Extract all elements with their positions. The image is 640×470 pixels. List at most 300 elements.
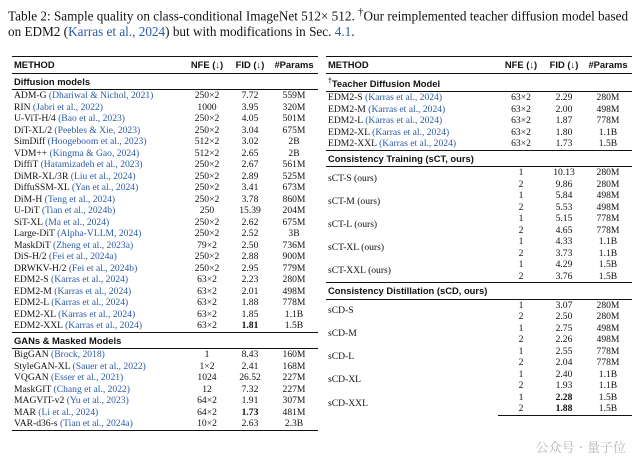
table-row [12,136,318,148]
method-cell: sCD-M [328,328,357,340]
method-cite-link[interactable]: (Esser et al., 2021) [51,372,124,383]
section-title: Consistency Distillation (sCD, ours) [326,283,632,300]
params-cell: 525M [282,170,306,182]
params-cell: 498M [282,285,306,297]
header-method: METHOD [326,57,498,74]
params-cell: 168M [282,360,306,372]
method-cite-link[interactable]: (Hatamizadeh et al., 2023) [40,159,143,170]
params-cell: 778M [596,345,620,357]
method-cite-link[interactable]: (Liu et al., 2024) [70,170,136,182]
method-name: VQGAN [14,372,52,383]
header-params: #Params [270,57,318,74]
fid-cell: 2.26 [555,334,573,346]
method-name: EDM2-L [14,297,52,308]
table-row [326,115,632,127]
header-fid: FID (↓) [230,57,270,74]
nfe-cell: 63×2 [197,274,217,285]
params-cell: 561M [282,159,306,170]
caption-prefix: Table 2: Sample quality on class-conditional ImageNet 512× 512. [8,8,359,24]
table-row [326,236,632,248]
nfe-cell: 250×2 [194,159,220,170]
method-name: VDM++ [14,147,50,159]
nfe-cell: 250×2 [194,113,220,124]
params-cell: 673M [282,182,306,193]
method-cell [12,263,184,275]
method-name: EDM2-M [328,103,369,115]
fid-cell: 5.53 [555,201,573,213]
table-row [12,372,318,384]
method-name: MaskGIT [14,383,54,395]
caption-end: . [351,24,355,40]
nfe-cell: 1024 [197,372,217,383]
params-cell: 481M [282,406,306,418]
fid-cell: 3.76 [555,270,573,282]
method-name: U-DiT [14,205,42,216]
nfe-cell: 63×2 [511,115,531,127]
caption-dagger: † [358,6,364,18]
method-cell: sCD-XXL [328,397,368,409]
fid-cell: 3.04 [241,124,259,136]
method-cell [12,159,184,171]
method-cell [12,148,184,160]
nfe-cell: 1 [518,368,524,380]
method-cell [12,274,184,286]
nfe-cell: 64×2 [197,395,217,406]
table-row [12,361,318,373]
fid-cell: 3.95 [241,101,259,113]
method-cell: sCD-XL [328,374,362,386]
method-name: EDM2-L [328,115,366,127]
section-title: GANs & Masked Models [12,332,318,349]
method-cell [12,407,184,419]
method-cell [12,372,184,384]
params-cell: 3B [288,228,300,239]
table-row [12,194,318,206]
fid-cell: 3.78 [241,193,259,205]
method-name: MAGVIT-v2 [14,395,67,406]
nfe-cell: 250×2 [194,216,220,228]
method-cite-link[interactable]: (Zheng et al., 2023a) [53,239,134,251]
params-cell: 498M [596,334,620,346]
table-row [12,90,318,102]
nfe-cell: 1 [518,190,524,202]
fid-cell: 1.73 [241,406,259,418]
method-name: EDM2-M [14,285,55,297]
nfe-cell: 2 [518,357,524,369]
caption-after: ) but with modifications in Sec. [165,24,335,40]
fid-cell: 4.29 [555,259,573,271]
method-name: ADM-G [14,90,49,101]
params-cell: 1.5B [584,403,632,415]
section-dagger: † [328,77,332,85]
params-cell: 227M [282,372,306,383]
fid-cell: 4.05 [241,113,259,124]
method-name: DRWKV-H/2 [14,262,69,274]
params-cell: 280M [282,274,306,285]
params-cell: 498M [596,201,620,213]
method-cite-link[interactable]: (Chang et al., 2022) [53,383,130,395]
fid-cell: 3.07 [555,299,573,311]
method-name: DiMR-XL/3R [14,170,71,182]
fid-cell: 2.04 [555,357,573,369]
params-cell: 778M [596,115,620,127]
table-row [12,159,318,171]
params-cell: 2.3B [270,418,318,430]
fid-cell: 2.40 [555,368,573,380]
nfe-cell: 2 [518,270,524,282]
nfe-cell: 2 [518,380,524,392]
nfe-cell: 2 [518,224,524,236]
params-cell: 778M [596,213,620,225]
method-cite-link[interactable]: (Kingma & Gao, 2024) [49,147,140,159]
table-row [326,369,632,381]
fid-cell: 3.02 [241,136,259,147]
table-row [12,418,318,430]
table-row [326,127,632,139]
left-results-table [12,56,318,431]
section-header-row [326,73,632,92]
nfe-cell: 1 [518,167,524,179]
fid-cell: 2.41 [241,360,259,372]
params-cell: 1.1B [284,308,304,320]
method-cell: sCT-M (ours) [328,195,381,207]
method-name: EDM2-S [328,92,366,104]
table-row [12,384,318,396]
table-row [326,346,632,358]
fid-cell: 2.23 [241,274,259,285]
fid-cell: 1.81 [241,320,259,331]
section-header-row [12,73,318,90]
table-caption [8,4,634,40]
method-cite-link[interactable]: (Bao et al., 2023) [58,113,125,124]
method-cell: sCT-S (ours) [328,172,377,184]
params-cell: 1.5B [598,270,618,282]
method-cite-link[interactable]: (Ma et al., 2024) [45,216,110,228]
params-cell: 280M [596,311,620,323]
method-cell [326,115,498,127]
method-cite-link[interactable]: (Brock, 2018) [51,349,105,360]
table-row [12,263,318,275]
method-cell [12,136,184,148]
nfe-cell: 250×2 [194,182,220,193]
method-cell [12,320,184,332]
fid-cell: 1.88 [544,403,584,415]
right-results-table [326,56,632,416]
nfe-cell: 250×2 [194,262,220,274]
method-cite-link[interactable]: (Teng et al., 2024) [44,193,116,205]
nfe-cell: 63×2 [511,138,531,150]
method-cell [12,182,184,194]
nfe-cell: 2 [498,403,544,415]
table-row [326,167,632,179]
nfe-cell: 250 [199,205,215,216]
nfe-cell: 1×2 [199,360,215,372]
nfe-cell: 1000 [197,101,217,113]
method-cell: sCD-S [328,305,354,317]
fid-cell: 4.65 [555,224,573,236]
params-cell: 1.5B [598,138,618,150]
method-cite-link[interactable]: (Karras et al., 2024) [51,297,129,308]
table-row [12,240,318,252]
section-title: Diffusion models [12,73,318,90]
method-cite-link[interactable]: (Peebles & Xie, 2023) [54,124,141,136]
params-cell: 1.1B [598,236,618,248]
params-cell: 860M [282,193,306,205]
params-cell: 501M [282,113,306,124]
method-cite-link[interactable]: (Fei et al., 2024a) [48,251,117,262]
fid-cell: 1.73 [555,138,573,150]
method-cell [12,113,184,125]
header-params: #Params [584,57,632,74]
fid-cell: 2.65 [241,147,259,159]
fid-cell: 2.28 [555,391,573,403]
method-name: U-ViT-H/4 [14,113,59,124]
method-cell [12,418,184,430]
section-header-row [326,150,632,167]
method-cell [12,297,184,309]
caption-mid: Our reimplemented teacher diffusion model based on EDM2 ( [8,8,629,40]
method-name: MAR [14,406,39,418]
fid-cell: 10.13 [553,167,575,179]
method-cell [12,205,184,217]
method-cite-link[interactable]: (Alpha-VLLM, 2024) [57,228,142,239]
section-title: Consistency Training (sCT, ours) [326,150,632,167]
nfe-cell: 63×2 [511,92,531,104]
method-cell [326,104,498,116]
method-cite-link[interactable]: (Yu et al., 2023) [66,395,129,406]
table-row [326,190,632,202]
method-cell [12,286,184,298]
params-cell: 1.5B [598,391,618,403]
table-row [326,213,632,225]
nfe-cell: 250×2 [194,228,220,239]
section-header-row [12,332,318,349]
params-cell: 675M [282,216,306,228]
fid-cell: 26.52 [239,372,261,383]
method-name: SiT-XL [14,216,46,228]
fid-cell: 1.88 [241,297,259,308]
params-cell: 736M [282,239,306,251]
table-row [12,297,318,309]
nfe-cell: 10×2 [184,418,230,430]
method-cell [326,127,498,139]
nfe-cell: 1 [518,213,524,225]
method-cite-link[interactable]: (Tian et al., 2024b) [41,205,116,216]
method-cite-link[interactable]: (Karras et al., 2024) [58,308,136,320]
method-cite-link[interactable]: (Fei et al., 2024b) [68,262,138,274]
params-cell: 778M [282,297,306,308]
params-cell: 307M [282,395,306,406]
table-row [12,251,318,263]
method-cell [12,228,184,240]
method-name: RIN [14,101,33,113]
nfe-cell: 2 [518,178,524,190]
method-name: MaskDiT [14,239,53,251]
method-name: SimDiff [14,136,48,147]
nfe-cell: 2 [518,334,524,346]
table-row [12,407,318,419]
nfe-cell: 12 [202,383,212,395]
table-row [12,395,318,407]
fid-cell: 2.75 [555,322,573,334]
method-cell [12,90,184,102]
method-cite-link[interactable]: (Karras et al., 2024) [368,103,446,115]
nfe-cell: 1 [518,299,524,311]
fid-cell: 1.87 [555,115,573,127]
table-row [12,320,318,332]
table-row [326,138,632,150]
table-row [12,228,318,240]
method-cell: sCT-XXL (ours) [328,264,391,276]
params-cell: 1.5B [284,320,304,331]
method-cell [12,395,184,407]
table-row [326,323,632,335]
method-name: BigGAN [14,349,52,360]
method-cell [12,194,184,206]
table-row [12,205,318,217]
method-cell [12,309,184,321]
method-name: Large-DiT [14,228,58,239]
params-cell: 204M [282,205,306,216]
nfe-cell: 64×2 [197,406,217,418]
fid-cell: 2.67 [241,159,259,170]
method-cite-link[interactable]: (Sauer et al., 2022) [72,360,146,372]
method-cell: sCT-XL (ours) [328,241,385,253]
table-row [326,104,632,116]
fid-cell: 2.01 [241,285,259,297]
method-cell [12,361,184,373]
method-cite-link[interactable]: (Karras et al., 2024) [51,274,129,285]
nfe-cell: 250×2 [194,90,220,101]
nfe-cell: 250×2 [194,251,220,262]
method-name: EDM2-S [14,274,52,285]
fid-cell: 15.39 [239,205,261,216]
method-cite-link[interactable]: (Karras et al., 2024) [379,138,457,150]
nfe-cell: 1 [204,349,210,360]
params-cell: 498M [596,190,620,202]
nfe-cell: 63×2 [511,103,531,115]
fid-cell: 8.43 [241,349,259,360]
fid-cell: 2.52 [241,228,259,239]
method-cite-link[interactable]: (Hoogeboom et al., 2023) [47,136,147,147]
method-cite-link[interactable]: (Yan et al., 2024) [71,182,139,193]
method-cite-link[interactable]: (Tian et al., 2024a) [59,418,133,429]
params-cell: 778M [596,224,620,236]
params-cell: 227M [282,383,306,395]
section-title: †Teacher Diffusion Model [326,73,632,92]
params-cell: 2B [288,147,300,159]
header-method: METHOD [12,57,184,74]
table-row [12,274,318,286]
method-name: EDM2-XL [14,308,59,320]
fid-cell: 1.91 [241,395,259,406]
nfe-cell: 250×2 [194,193,220,205]
nfe-cell: 512×2 [194,147,220,159]
method-cite-link[interactable]: (Karras et al., 2024) [365,115,443,127]
method-name: DiffiT [14,159,41,170]
table-header-row [12,57,318,74]
method-cite-link[interactable]: (Karras et al., 2024) [65,320,143,331]
nfe-cell: 1 [518,236,524,248]
params-cell: 498M [596,322,620,334]
nfe-cell: 63×2 [197,308,217,320]
nfe-cell: 1 [518,322,524,334]
nfe-cell: 63×2 [197,320,217,331]
fid-cell: 7.32 [241,383,259,395]
method-name: EDM2-XL [328,126,373,138]
fid-cell: 5.15 [555,213,573,225]
params-cell: 280M [596,92,620,104]
method-cite-link[interactable]: (Dhariwal & Nichol, 2021) [48,90,154,101]
method-cell: sCT-L (ours) [328,218,378,230]
table-row [12,171,318,183]
method-cite-link[interactable]: (Karras et al., 2024) [372,126,450,138]
nfe-cell: 79×2 [197,239,217,251]
params-cell: 900M [282,251,306,262]
method-name: DiS-H/2 [14,251,49,262]
nfe-cell: 63×2 [197,285,217,297]
table-header-row [326,57,632,74]
method-name: EDM2-XXL [14,320,66,331]
nfe-cell: 2 [518,247,524,259]
params-cell: 1.1B [598,368,618,380]
fid-cell: 2.63 [230,418,270,430]
table-row [12,102,318,114]
header-nfe: NFE (↓) [184,57,230,74]
method-cite-link[interactable]: (Karras et al., 2024) [365,92,443,104]
method-cell [12,349,184,361]
nfe-cell: 1 [518,259,524,271]
params-cell: 778M [596,357,620,369]
fid-cell: 2.95 [241,262,259,274]
params-cell: 280M [596,167,620,179]
nfe-cell: 63×2 [511,126,531,138]
table-row [12,182,318,194]
nfe-cell: 512×2 [194,136,220,147]
params-cell: 280M [596,299,620,311]
caption-section-link[interactable]: 4.1 [334,24,352,40]
fid-cell: 1.85 [241,308,259,320]
nfe-cell: 1 [518,345,524,357]
method-cite-link[interactable]: (Li et al., 2024) [38,406,99,418]
fid-cell: 1.80 [555,126,573,138]
method-cell [12,125,184,137]
params-cell: 280M [596,178,620,190]
table-row [12,125,318,137]
table-row [12,148,318,160]
fid-cell: 4.33 [555,236,573,248]
params-cell: 1.5B [598,259,618,271]
method-cell: sCD-L [328,351,355,363]
watermark: 公众号 · 量子位 [535,441,626,456]
fid-cell: 5.84 [555,190,573,202]
fid-cell: 7.72 [241,90,259,101]
method-name: StyleGAN-XL [14,360,73,372]
method-cite-link[interactable]: (Jabri et al., 2022) [32,101,103,113]
method-cite-link[interactable]: (Karras et al., 2024) [54,285,132,297]
method-cell [12,171,184,183]
nfe-cell: 2 [518,201,524,213]
method-name: EDM2-XXL [328,138,380,150]
params-cell: 779M [282,262,306,274]
caption-cite-link[interactable]: Karras et al., 2024 [68,24,166,40]
params-cell: 320M [282,101,306,113]
fid-cell: 3.41 [241,182,259,193]
table-row [326,299,632,311]
table-row [326,92,632,104]
nfe-cell: 250×2 [194,170,220,182]
method-cell [12,102,184,114]
